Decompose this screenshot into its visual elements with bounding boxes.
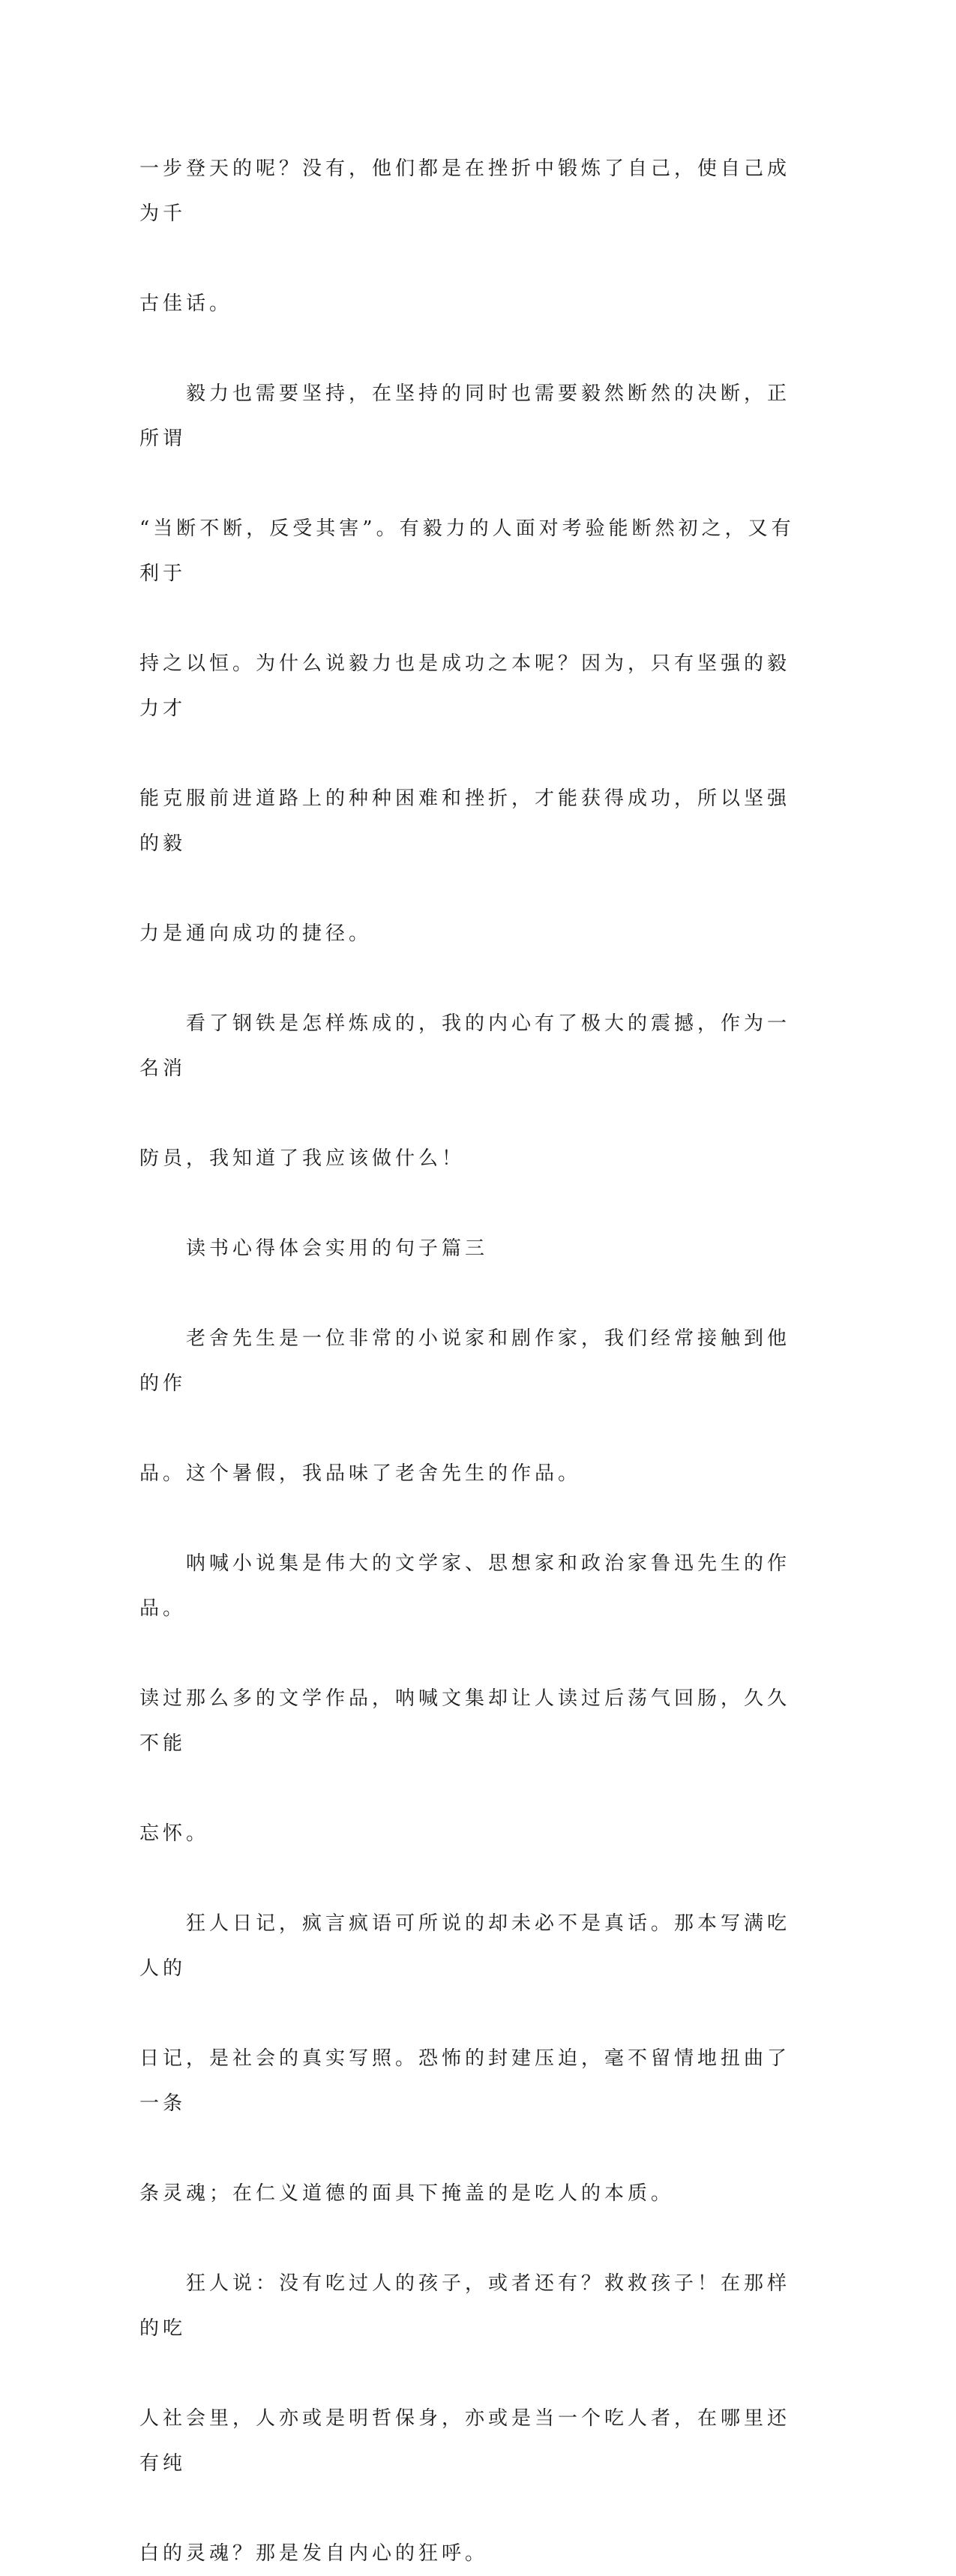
- paragraph-2: [139, 326, 799, 956]
- line: 一步登天的呢？没有，他们都是在挫折中锻炼了自己，使自己成为千: [139, 157, 791, 225]
- line: 古佳话。: [139, 292, 233, 315]
- line: 日记，是社会的真实写照。恐怖的封建压迫，毫不留情地扭曲了一条: [139, 2047, 791, 2115]
- line: 狂人说：没有吃过人的孩子，或者还有？救救孩子！在那样的吃: [139, 2272, 791, 2340]
- section-heading: [139, 1181, 799, 1271]
- line: 呐喊小说集是伟大的文学家、思想家和政治家鲁迅先生的作品。: [139, 1552, 791, 1620]
- line: 读书心得体会实用的句子篇三: [139, 1237, 489, 1260]
- line: 狂人日记，疯言疯语可所说的却未必不是真话。那本写满吃人的: [139, 1912, 791, 1980]
- line: 持之以恒。为什么说毅力也是成功之本呢？因为，只有坚强的毅力才: [139, 652, 791, 720]
- paragraph-5: [139, 1496, 799, 1856]
- line: 毅力也需要坚持，在坚持的同时也需要毅然断然的决断，正所谓: [139, 382, 791, 450]
- line: 老舍先生是一位非常的小说家和剧作家，我们经常接触到他的作: [139, 1327, 791, 1395]
- line: 忘怀。: [139, 1822, 210, 1845]
- line: 看了钢铁是怎样炼成的，我的内心有了极大的震撼，作为一名消: [139, 1012, 791, 1080]
- line: 人社会里，人亦或是明哲保身，亦或是当一个吃人者，在哪里还有纯: [139, 2407, 791, 2475]
- line: 读过那么多的文学作品，呐喊文集却让人读过后荡气回肠，久久不能: [139, 1687, 791, 1755]
- line: 力是通向成功的捷径。: [139, 922, 373, 945]
- paragraph-1: [139, 101, 799, 326]
- paragraph-3: [139, 956, 799, 1181]
- line: 白的灵魂？那是发自内心的狂呼。: [139, 2542, 489, 2565]
- line: 能克服前进道路上的种种困难和挫折，才能获得成功，所以坚强的毅: [139, 787, 791, 855]
- document-body: [139, 101, 799, 2576]
- line: 防员，我知道了我应该做什么！: [139, 1147, 466, 1170]
- line: 条灵魂；在仁义道德的面具下掩盖的是吃人的本质。: [139, 2182, 675, 2205]
- line: 品。这个暑假，我品味了老舍先生的作品。: [139, 1462, 582, 1485]
- paragraph-4: [139, 1271, 799, 1496]
- paragraph-6: [139, 1856, 799, 2216]
- paragraph-7: [139, 2216, 799, 2576]
- line: “当断不断，反受其害”。有毅力的人面对考验能断然初之，又有利于: [139, 517, 795, 585]
